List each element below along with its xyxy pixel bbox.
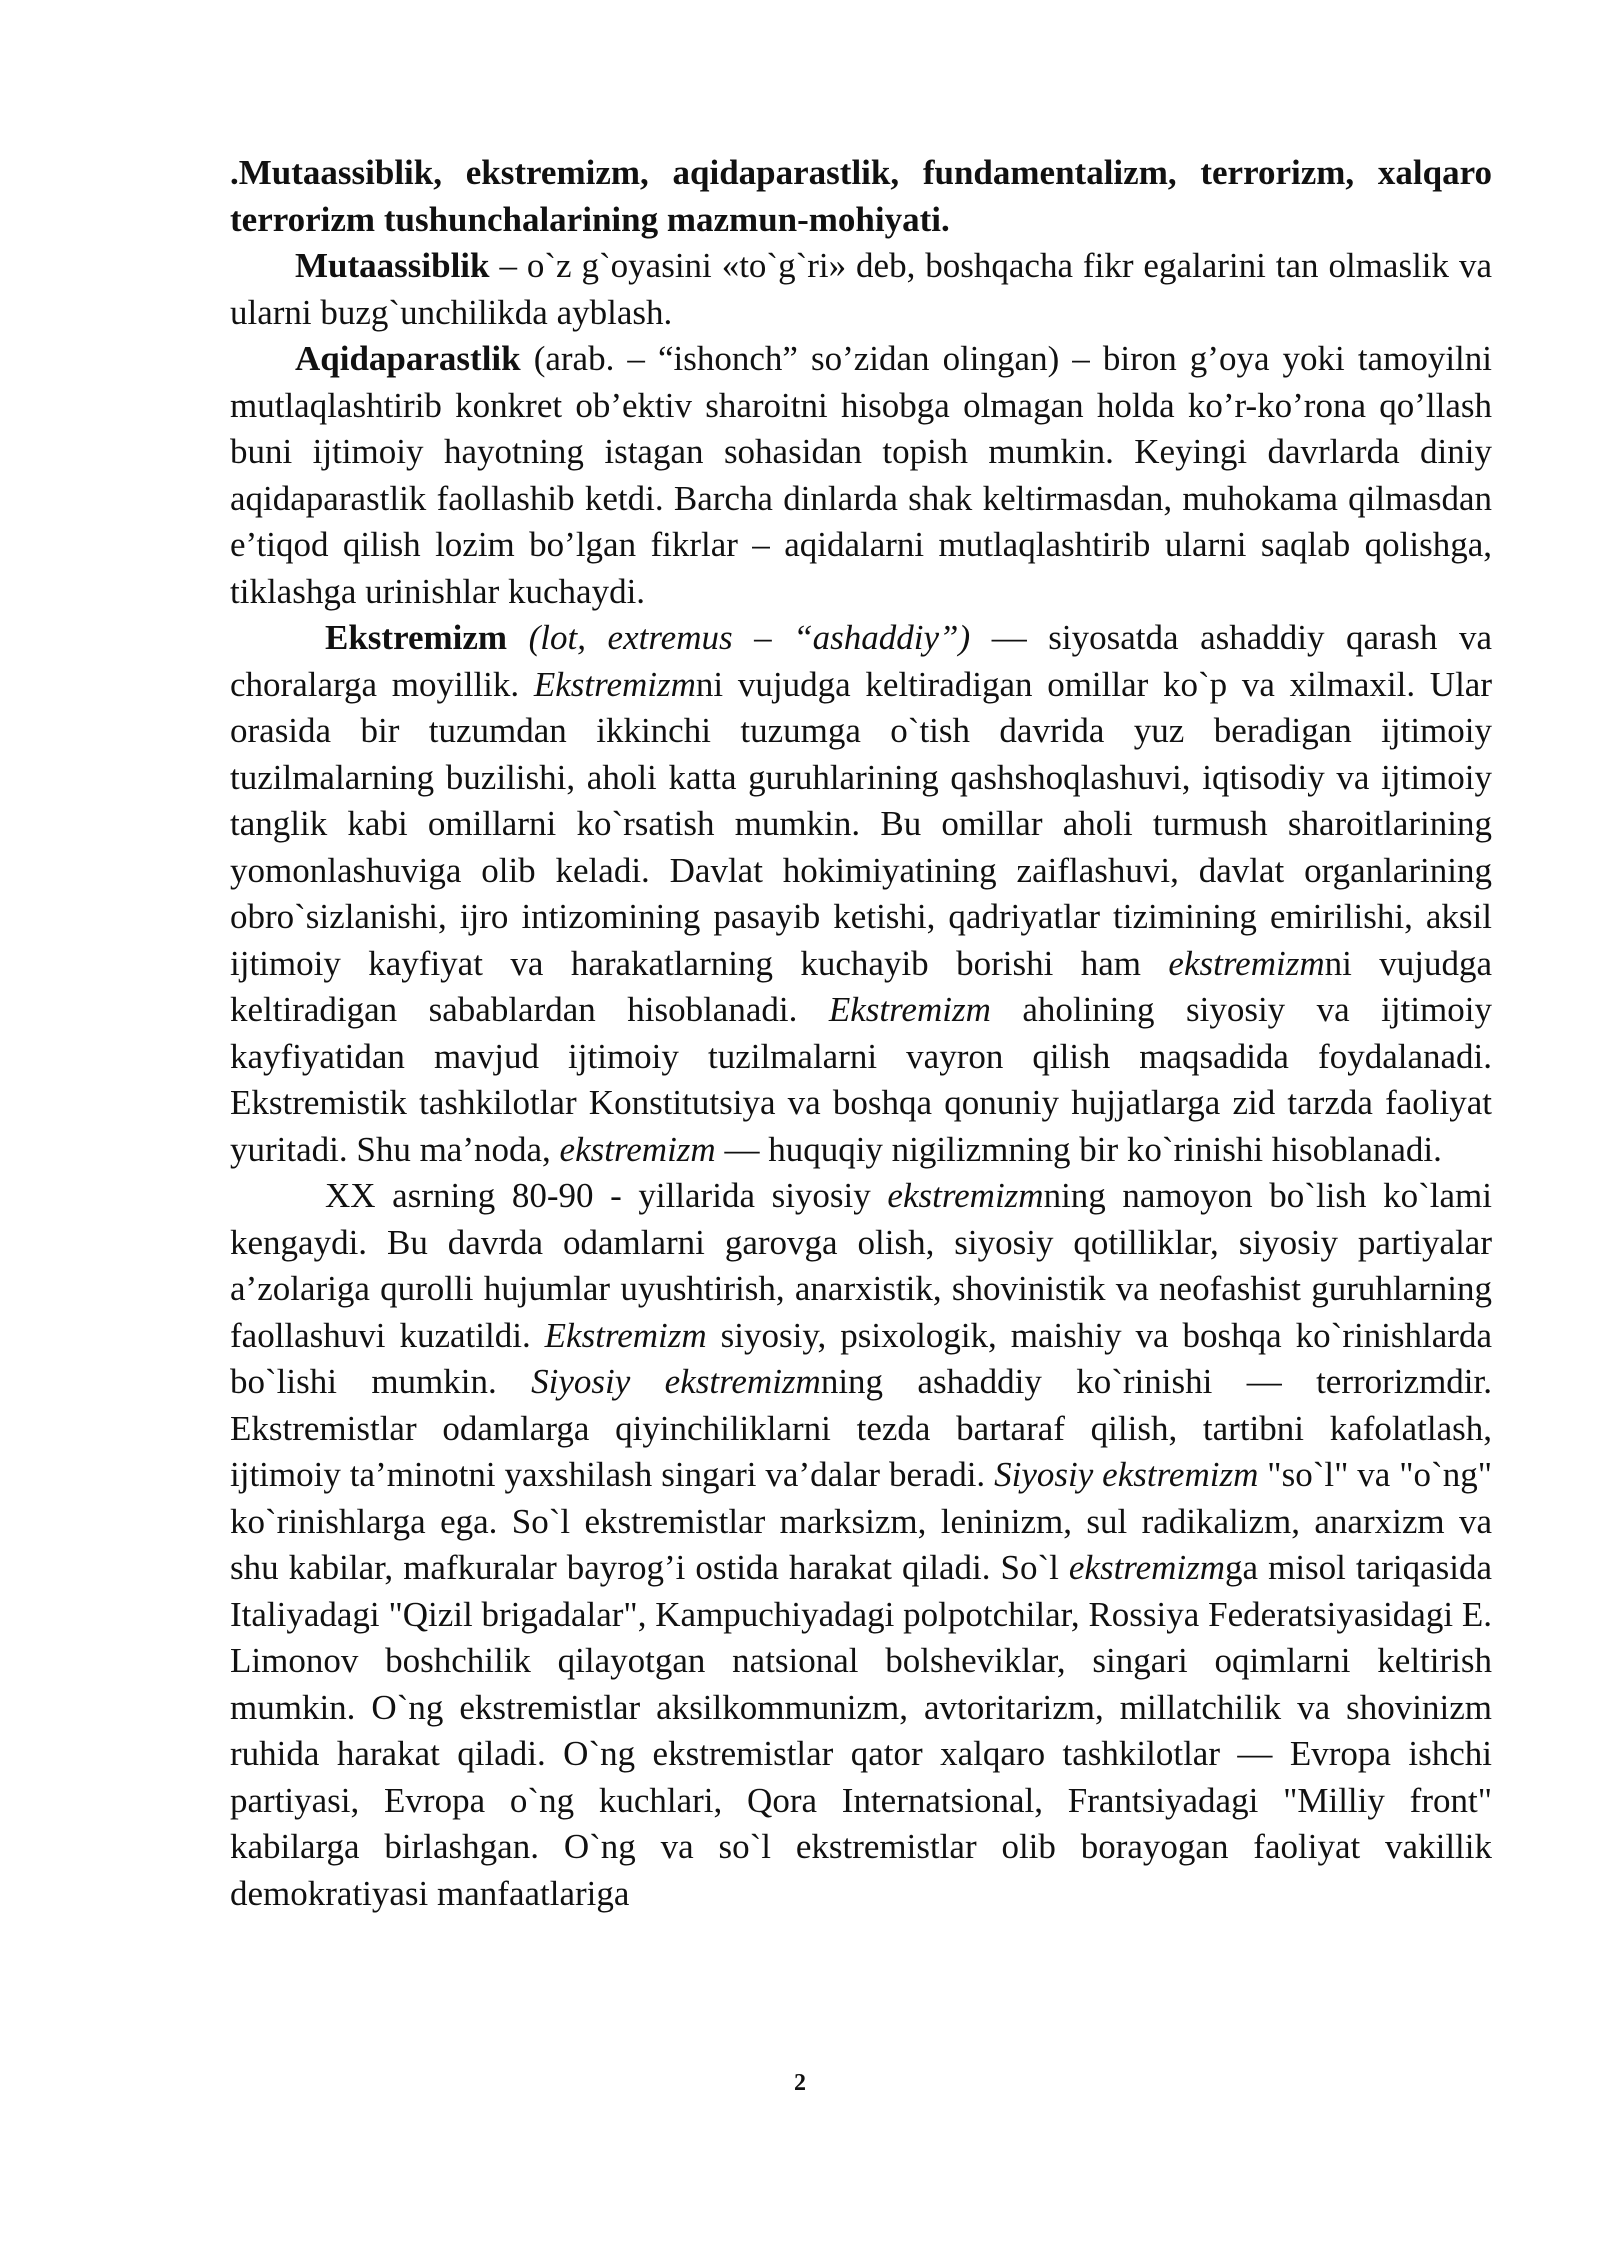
italic-term: Ekstremizm	[828, 990, 991, 1029]
italic-term: Ekstremizm	[533, 664, 696, 704]
document-page	[230, 150, 1492, 1917]
page-number: 2	[794, 2070, 806, 2096]
text-segment: XX asrning 80-90 - yillarida siyosiy	[325, 1176, 888, 1215]
paragraph-aqidaparastlik	[230, 336, 1492, 615]
paragraph-mutaassiblik	[230, 243, 1492, 336]
italic-term: ekstremizm	[887, 1176, 1044, 1215]
term-mutaassiblik: Mutaassiblik	[295, 246, 490, 285]
text-segment: ni vujudga keltiradigan sabablardan hisoblanadi.	[230, 943, 1493, 1029]
term-ekstremizm: Ekstremizm	[325, 618, 508, 657]
text-segment: — huquqiy nigilizmning bir ko`rinishi hisoblanadi.	[715, 1129, 1442, 1169]
text-segment: ning namoyon bo`lish ko`lami kengaydi. Bu davrda odamlarni garovga olish, siyosiy qotilliklar, siyosiy partiyalar a’zolariga qurolli hujumlar uyushtirish, anarxistik, shovinistik va neofashist guruhlarning faollashuvi kuzatildi.	[230, 1176, 1492, 1355]
text-segment: — siyosatda ashaddiy qarash va choralarga moyillik.	[230, 618, 1492, 704]
term-origin: (lot, extremus – “ashaddiy”)	[507, 618, 971, 657]
text-segment: ni vujudga keltiradigan omillar ko`p va xilmaxil. Ular orasida bir tuzumdan ikkinchi tuzumga o`tish davrida yuz beradigan ijtimoiy tuzilmalarning buzilishi, aholi katta guruhlarining qashshoqlashuvi, iqtisodiy va ijtimoiy tanglik kabi omillarni ko`rsatish mumkin. Bu omillar aholi turmush sharoitlarining yomonlashuviga olib keladi. Davlat hokimiyatining zaiflashuvi, davlat organlarining obro`sizlanishi, ijro intizomining pasayib ketishi, qadriyatlar tizimining emirilishi, aksil ijtimoiy kayfiyat va harakatlarning kuchayib borishi ham	[230, 664, 1492, 983]
italic-term: ekstremizm	[1168, 943, 1325, 983]
section-heading: .Mutaassiblik, ekstremizm, aqidaparastlik, fundamentalizm, terrorizm, xalqaro terrorizm tushunchalarining mazmun-mohiyati.	[230, 153, 1492, 239]
italic-term: Siyosiy ekstremizm	[994, 1455, 1259, 1494]
term-aqidaparastlik: Aqidaparastlik	[295, 339, 521, 378]
definition-text: – o`z g`oyasini «to`g`ri» deb, boshqacha fikr egalarini tan olmaslik va ularni buzg`unchilikda ayblash.	[230, 246, 1492, 332]
paragraph-ekstremizm	[230, 615, 1492, 1173]
text-segment: ning ashaddiy ko`rinishi — terrorizmdir. Ekstremistlar odamlarga qiyinchiliklarni tezda bartaraf qilish, tartibni kafolatlash, ijtimoiy ta’minotni yaxshilash singari va’dalar beradi.	[230, 1362, 1492, 1494]
text-segment: siyosiy, psixologik, maishiy va boshqa ko`rinishlarda bo`lishi mumkin.	[230, 1315, 1492, 1401]
paragraph-political-extremism	[230, 1173, 1492, 1917]
italic-term: Ekstremizm	[544, 1315, 707, 1355]
italic-term: ekstremizm	[559, 1129, 716, 1169]
text-segment: aholining siyosiy va ijtimoiy kayfiyatidan mavjud ijtimoiy tuzilmalarni vayron qilish maqsadida foydalanadi. Ekstremistik tashkilotlar Konstitutsiya va boshqa qonuniy hujjatlarga zid tarzda faoliyat yuritadi. Shu ma’noda,	[230, 990, 1492, 1169]
text-segment: "so`l" va "o`ng" ko`rinishlarga ega. So`l ekstremistlar marksizm, leninizm, sul radikalizm, anarxizm va shu kabilar, mafkuralar bayrog’i ostida harakat qiladi. So`l	[230, 1455, 1492, 1587]
italic-term: Siyosiy ekstremizm	[531, 1362, 821, 1401]
definition-text: (arab. – “ishonch” so’zidan olingan) – biron g’oya yoki tamoyilni mutlaqlashtirib konkret ob’ektiv sharoitni hisobga olmagan holda ko’r-ko’rona qo’llash buni ijtimoiy hayotning istagan sohasidan topish mumkin. Keyingi davrlarda diniy aqidaparastlik faollashib ketdi. Barcha dinlarda shak keltirmasdan, muhokama qilmasdan e’tiqod qilish lozim bo’lgan fikrlar – aqidalarni mutlaqlashtirib ularni saqlab qolishga, tiklashga urinishlar kuchaydi.	[230, 339, 1492, 611]
text-segment: ga misol tariqasida Italiyadagi "Qizil brigadalar", Kampuchiyadagi polpotchilar, Rossiya Federatsiyasidagi E. Limonov boshchilik qilayotgan natsional bolsheviklar, singari oqimlarni keltirish mumkin. O`ng ekstremistlar aksilkommunizm, avtoritarizm, millatchilik va shovinizm ruhida harakat qiladi. O`ng ekstremistlar qator xalqaro tashkilotlar — Evropa ishchi partiyasi, Evropa o`ng kuchlari, Qora Internatsional, Frantsiyadagi "Milliy front" kabilarga birlashgan. O`ng va so`l ekstremistlar olib borayogan faoliyat vakillik demokratiyasi manfaatlariga	[230, 1548, 1492, 1913]
italic-term: ekstremizm	[1068, 1548, 1226, 1587]
